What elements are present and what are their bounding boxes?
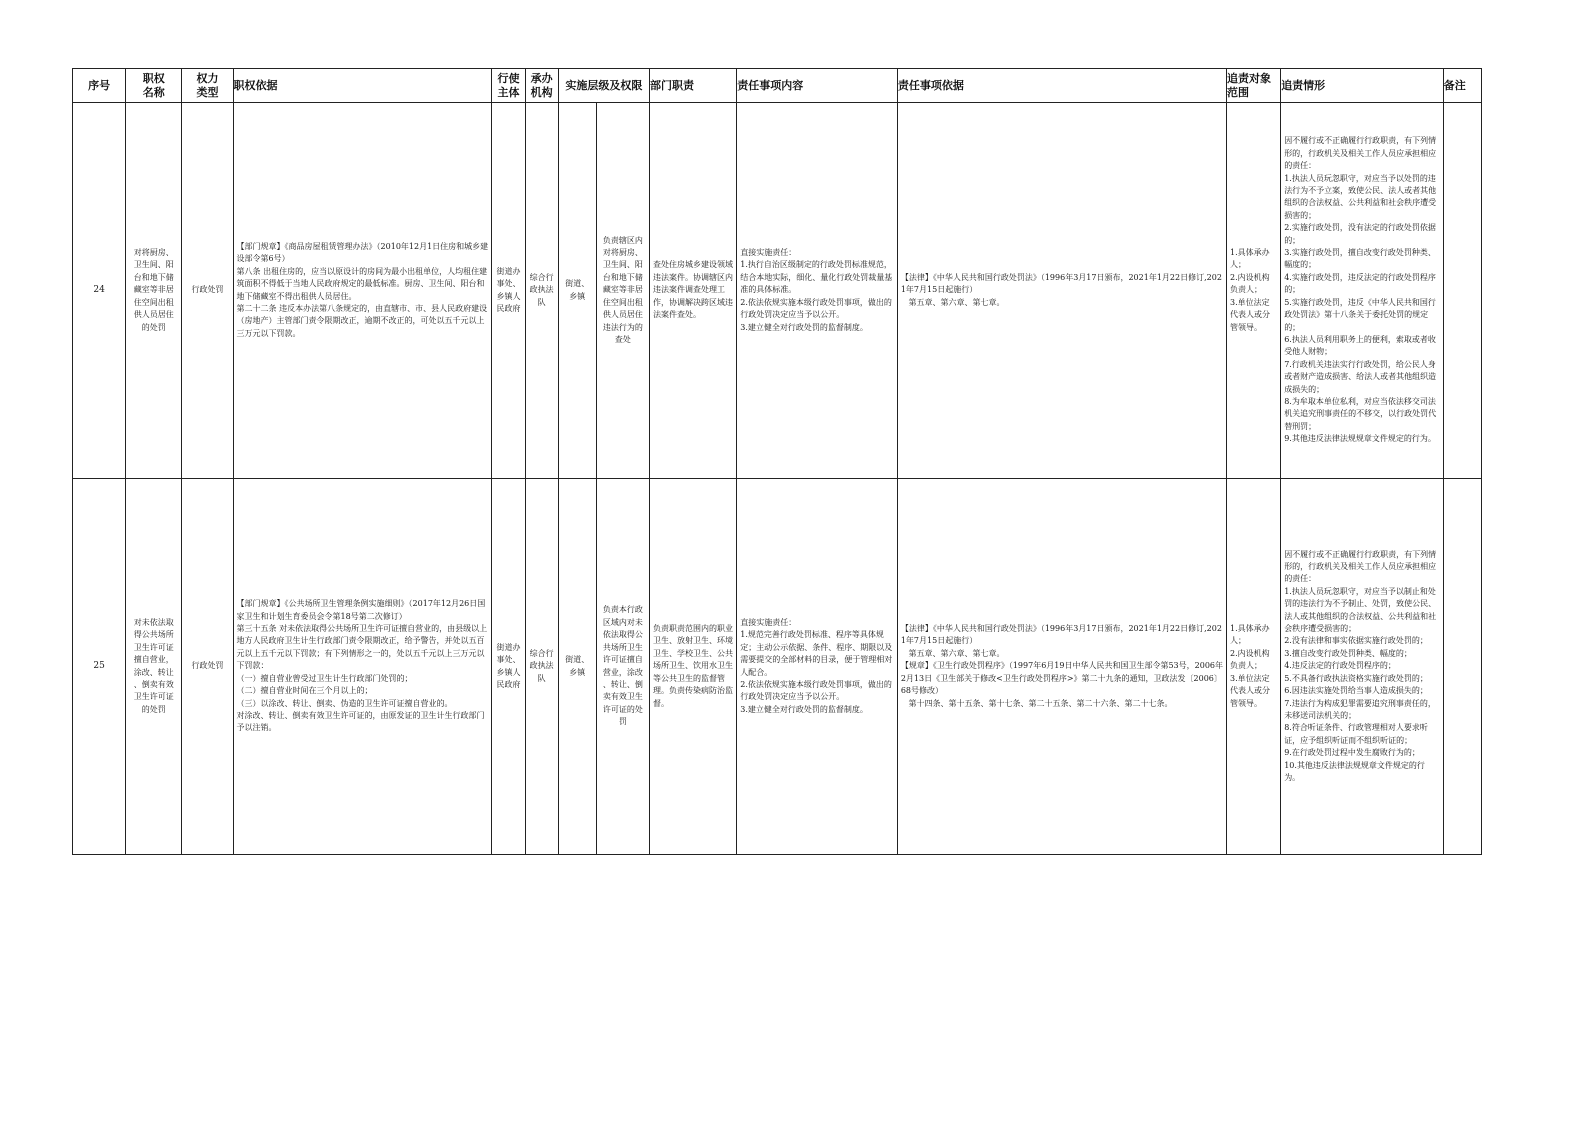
cell-type: 行政处罚 [182, 479, 233, 855]
cell-seq: 25 [73, 479, 126, 855]
cell-situation: 因不履行或不正确履行行政职责，有下列情形的，行政机关及相关工作人员应承担相应的责任： 1.执法人员玩忽职守，对应当予以处罚的违法行为不予立案，致使公民、法人或者其他组织的合法权益、公共利益和社会秩序遭受损害的； 2.实施行政处罚，没有法定的行政处罚依据的； 3.实施行政处罚，擅自改变行政处罚种类、幅度的； 4.实施行政处罚，违反法定的行政处罚程序的； 5.实施行政处罚，违反《中华人民共和国行政处罚法》第十八条关于委托处罚的规定的； 6.执法人员利用职务上的便利，索取或者收受他人财物； 7.行政机关违法实行行政处罚，给公民人身或者财产造成损害、给法人或者其他组织造成损失的； 8.为牟取本单位私利，对应当依法移交司法机关追究刑事责任的不移交，以行政处罚代替刑罚； 9.其他违反法律法规规章文件规定的行为。 [1281, 103, 1444, 479]
cell-seq: 24 [73, 103, 126, 479]
cell-resp-basis: 【法律】《中华人民共和国行政处罚法》（1996年3月17日颁布，2021年1月22日修订,2021年7月15日起施行） 第五章、第六章、第七章。 【规章】《卫生行政处罚程序》（1997年6月19日中华人民共和国卫生部令第53号，2006年2月13日《卫生部关于修改<卫生行政处罚程序>》第二十九条的通知，卫政法发〔2006〕68号修改） 第十四条、第十五条、第十七条、第二十五条、第二十六条、第二十七条。 [897, 479, 1226, 855]
cell-basis: 【部门规章】《公共场所卫生管理条例实施细则》（2017年12月26日国家卫生和计划生育委员会令第18号第二次修订） 第三十五条 对未依法取得公共场所卫生许可证擅自营业的，由县级以上地方人民政府卫生计生行政部门责令限期改正，给予警告，并处以五百元以上五千元以下罚款；有下列情形之一的，处以五千元以上三万元以下罚款： （一）擅自营业曾受过卫生计生行政部门处罚的； （二）擅自营业时间在三个月以上的； （三）以涂改、转让、倒卖、伪造的卫生许可证擅自营业的。 对涂改、转让、倒卖有效卫生许可证的，由原发证的卫生计生行政部门予以注销。 [233, 479, 492, 855]
header-basis: 职权依据 [233, 69, 492, 103]
table-row [73, 479, 1482, 855]
cell-duty: 查处住房城乡建设领域违法案件。协调辖区内违法案件调查处理工作，协调解决跨区域违法案件查处。 [649, 103, 736, 479]
header-subject: 行使 主体 [492, 69, 525, 103]
table-row [73, 103, 1482, 479]
cell-scope: 1.具体承办人； 2.内设机构负责人； 3.单位法定代表人或分管领导。 [1227, 103, 1281, 479]
header-resp: 责任事项内容 [737, 69, 898, 103]
power-list-table [72, 68, 1482, 855]
cell-org: 综合行 政执法 队 [525, 479, 558, 855]
cell-name: 对将厨房、 卫生间、阳 台和地下储 藏室等非居 住空间出租 供人员居住 的处罚 [126, 103, 182, 479]
cell-level-a: 街道、 乡镇 [558, 479, 596, 855]
cell-type: 行政处罚 [182, 103, 233, 479]
header-name: 职权 名称 [126, 69, 182, 103]
cell-resp: 直接实施责任： 1.执行自治区级制定的行政处罚标准规范，结合本地实际，细化、量化行政处罚裁量基准的具体标准。 2.依法依规实施本级行政处罚事项，做出的行政处罚决定应当予以公开。 3.建立健全对行政处罚的监督制度。 [737, 103, 898, 479]
cell-name: 对未依法取 得公共场所 卫生许可证 擅自营业， 涂改、转让 、倒卖有效 卫生许可证 的处罚 [126, 479, 182, 855]
header-type: 权力 类型 [182, 69, 233, 103]
header-org: 承办 机构 [525, 69, 558, 103]
cell-basis: 【部门规章】《商品房屋租赁管理办法》（2010年12月1日住房和城乡建设部令第6号） 第八条 出租住房的，应当以原设计的房间为最小出租单位，人均租住建筑面积不得低于当地人民政府规定的最低标准。厨房、卫生间、阳台和地下储藏室不得出租供人员居住。 第二十二条 违反本办法第八条规定的，由直辖市、市、县人民政府建设（房地产）主管部门责令限期改正，逾期不改正的，可处以五千元以上三万元以下罚款。 [233, 103, 492, 479]
header-situation: 追责情形 [1281, 69, 1444, 103]
cell-note [1443, 479, 1481, 855]
cell-level-a: 街道、 乡镇 [558, 103, 596, 479]
cell-level-b: 负责辖区内 对将厨房、 卫生间、阳 台和地下储 藏室等非居 住空间出租 供人员居住 违法行为的 查处 [596, 103, 649, 479]
header-scope: 追责对象 范围 [1227, 69, 1281, 103]
cell-resp: 直接实施责任： 1.规范完善行政处罚标准、程序等具体规定；主动公示依据、条件、程序、期限以及需要提交的全部材料的目录，便于管理相对人配合。 2.依法依规实施本级行政处罚事项，做出的行政处罚决定应当予以公开。 3.建立健全对行政处罚的监督制度。 [737, 479, 898, 855]
cell-resp-basis: 【法律】《中华人民共和国行政处罚法》（1996年3月17日颁布，2021年1月22日修订,2021年7月15日起施行） 第五章、第六章、第七章。 [897, 103, 1226, 479]
cell-scope: 1.具体承办人； 2.内设机构负责人； 3.单位法定代表人或分管领导。 [1227, 479, 1281, 855]
cell-level-b: 负责本行政 区域内对未 依法取得公 共场所卫生 许可证擅自 营业，涂改 、转让、倒 卖有效卫生 许可证的处 罚 [596, 479, 649, 855]
cell-subject: 街道办 事处、 乡镇人 民政府 [492, 103, 525, 479]
cell-org: 综合行 政执法 队 [525, 103, 558, 479]
header-seq: 序号 [73, 69, 126, 103]
cell-situation: 因不履行或不正确履行行政职责，有下列情形的，行政机关及相关工作人员应承担相应的责任： 1.执法人员玩忽职守，对应当予以制止和处罚的违法行为不予制止、处罚，致使公民、法人或其他组织的合法权益、公共利益和社会秩序遭受损害的； 2.没有法律和事实依据实施行政处罚的； 3.擅自改变行政处罚种类、幅度的； 4.违反法定的行政处罚程序的； 5.不具备行政执法资格实施行政处罚的； 6.因违法实施处罚给当事人造成损失的； 7.违法行为构成犯罪需要追究刑事责任的，未移送司法机关的； 8.符合听证条件、行政管理相对人要求听证，应予组织听证而不组织听证的； 9.在行政处罚过程中发生腐败行为的； 10.其他违反法律法规规章文件规定的行为。 [1281, 479, 1444, 855]
header-duty: 部门职责 [649, 69, 736, 103]
header-level: 实施层级及权限 [558, 69, 649, 103]
header-row [73, 69, 1482, 103]
cell-subject: 街道办 事处、 乡镇人 民政府 [492, 479, 525, 855]
header-note: 备注 [1443, 69, 1481, 103]
header-resp-basis: 责任事项依据 [897, 69, 1226, 103]
cell-note [1443, 103, 1481, 479]
cell-duty: 负责职责范围内的职业卫生、放射卫生、环境卫生、学校卫生、公共场所卫生、饮用水卫生等公共卫生的监督管理。负责传染病防治监督。 [649, 479, 736, 855]
